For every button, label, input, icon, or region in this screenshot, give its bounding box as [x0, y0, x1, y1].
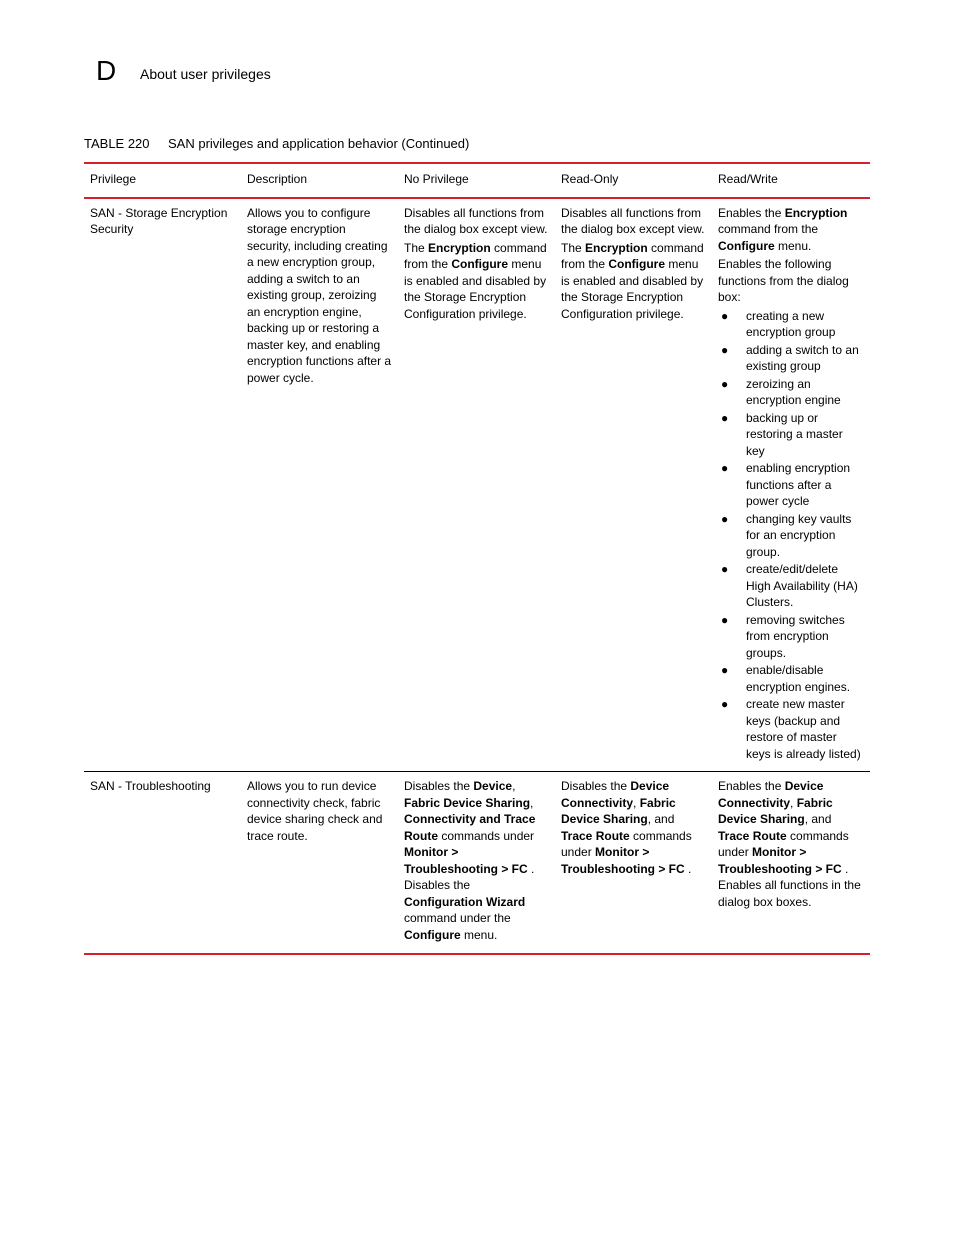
paragraph: Enables the Encryption command from the Configure menu.: [718, 205, 848, 253]
ui-term: Monitor > Troubleshooting > FC: [404, 845, 528, 876]
list-item: ● enabling encryption functions after a power cycle: [721, 461, 851, 508]
list-item: ● adding a switch to an existing group: [721, 342, 859, 373]
table-number: TABLE 220: [84, 136, 150, 151]
paragraph: The Encryption command from the Configure menu is enabled and disabled by the Storage Encryption Configuration privilege.: [404, 240, 547, 321]
bullet-icon: ●: [721, 562, 729, 576]
list-item: ● create new master keys (backup and restore of master keys is already listed): [721, 697, 861, 761]
bullet-icon: ●: [721, 461, 729, 475]
ui-term: Configuration Wizard: [404, 894, 526, 909]
bullet-icon: ●: [721, 376, 729, 391]
paragraph: The Encryption command from the Configure menu is enabled and disabled by the Storage Encryption Configuration privilege.: [561, 240, 704, 321]
cell-read-only: [555, 772, 712, 955]
bullet-icon: ●: [721, 511, 729, 526]
list-item: ● enable/disable encryption engines.: [721, 663, 851, 694]
ui-term: Configure: [451, 257, 509, 271]
ui-term: Trace Route: [561, 828, 630, 843]
column-header-read-write: Read/Write: [718, 172, 778, 186]
ui-term: Monitor > Troubleshooting > FC: [561, 845, 685, 876]
paragraph: Enables the Device Connectivity, Fabric Device Sharing, and Trace Route commands under Monitor > Troubleshooting > FC . Enables all functions in the dialog box boxes.: [718, 779, 861, 909]
bullet-icon: ●: [721, 697, 729, 711]
cell-description: Allows you to configure storage encryption security, including creating a new encryption group, adding a switch to an existing group, zeroizing an encryption engine, backing up or restoring a master key, and enabling encryption functions after a power cycle.: [247, 205, 392, 385]
bullet-icon: ●: [721, 612, 729, 627]
bullet-icon: ●: [721, 308, 729, 323]
bullet-icon: ●: [721, 410, 729, 425]
paragraph: Disables the Device, Fabric Device Sharing, Connectivity and Trace Route commands under Monitor > Troubleshooting > FC . Disables the Configuration Wizard command under the Configure menu.: [404, 779, 536, 942]
table-row: [84, 198, 870, 772]
privileges-table: [84, 162, 870, 955]
list-item: ● backing up or restoring a master key: [721, 410, 843, 458]
paragraph: Disables all functions from the dialog box except view.: [404, 205, 548, 236]
ui-term: Device Connectivity: [561, 779, 670, 810]
ui-term: Fabric Device Sharing: [718, 795, 833, 826]
ui-term: Fabric Device Sharing: [404, 795, 531, 810]
list-item: ● changing key vaults for an encryption group.: [721, 511, 852, 559]
cell-description: Allows you to run device connectivity check, fabric device sharing check and trace route.: [247, 779, 383, 843]
section-title: About user privileges: [140, 66, 271, 82]
function-list: [718, 308, 864, 763]
ui-term: Configure: [608, 257, 666, 271]
column-header-read-only: Read-Only: [561, 172, 619, 186]
ui-term: Configure: [404, 927, 461, 942]
list-item: ● zeroizing an encryption engine: [721, 376, 841, 407]
column-header-privilege: Privilege: [90, 172, 137, 186]
list-item: ● creating a new encryption group: [721, 308, 836, 339]
table-caption: [84, 135, 469, 153]
paragraph: Disables all functions from the dialog box except view.: [561, 205, 705, 236]
ui-term: Device Connectivity: [718, 779, 824, 810]
cell-read-write: [712, 198, 870, 772]
ui-term: Device: [473, 779, 513, 793]
cell-no-privilege: [398, 198, 555, 772]
ui-term: Connectivity and Trace Route: [404, 812, 536, 843]
cell-no-privilege: [398, 772, 555, 955]
cell-read-write: [712, 772, 870, 955]
column-header-no-privilege: No Privilege: [404, 172, 469, 186]
ui-term: Fabric Device Sharing: [561, 795, 676, 826]
ui-term: Configure: [718, 238, 775, 253]
ui-term: Encryption: [585, 240, 648, 255]
paragraph: Enables the following functions from the dialog box:: [718, 257, 849, 304]
table-title: SAN privileges and application behavior (Continued): [168, 136, 470, 151]
table-row: [84, 772, 870, 955]
ui-term: Encryption: [784, 205, 848, 220]
appendix-letter: D: [96, 55, 117, 86]
bullet-icon: ●: [721, 342, 729, 357]
ui-term: Trace Route: [718, 828, 787, 843]
paragraph: Disables the Device Connectivity, Fabric Device Sharing, and Trace Route commands under Monitor > Troubleshooting > FC .: [561, 779, 692, 876]
bullet-icon: ●: [721, 663, 729, 677]
cell-privilege: SAN - Storage Encryption Security: [90, 205, 228, 236]
ui-term: Monitor > Troubleshooting > FC: [718, 845, 842, 876]
table-header-row: [84, 163, 870, 198]
column-header-description: Description: [247, 172, 308, 186]
cell-read-only: [555, 198, 712, 772]
list-item: ● create/edit/delete High Availability (HA) Clusters.: [721, 562, 858, 609]
list-item: ● removing switches from encryption groups.: [721, 612, 845, 660]
cell-privilege: SAN - Troubleshooting: [90, 779, 211, 793]
ui-term: Encryption: [428, 240, 491, 255]
